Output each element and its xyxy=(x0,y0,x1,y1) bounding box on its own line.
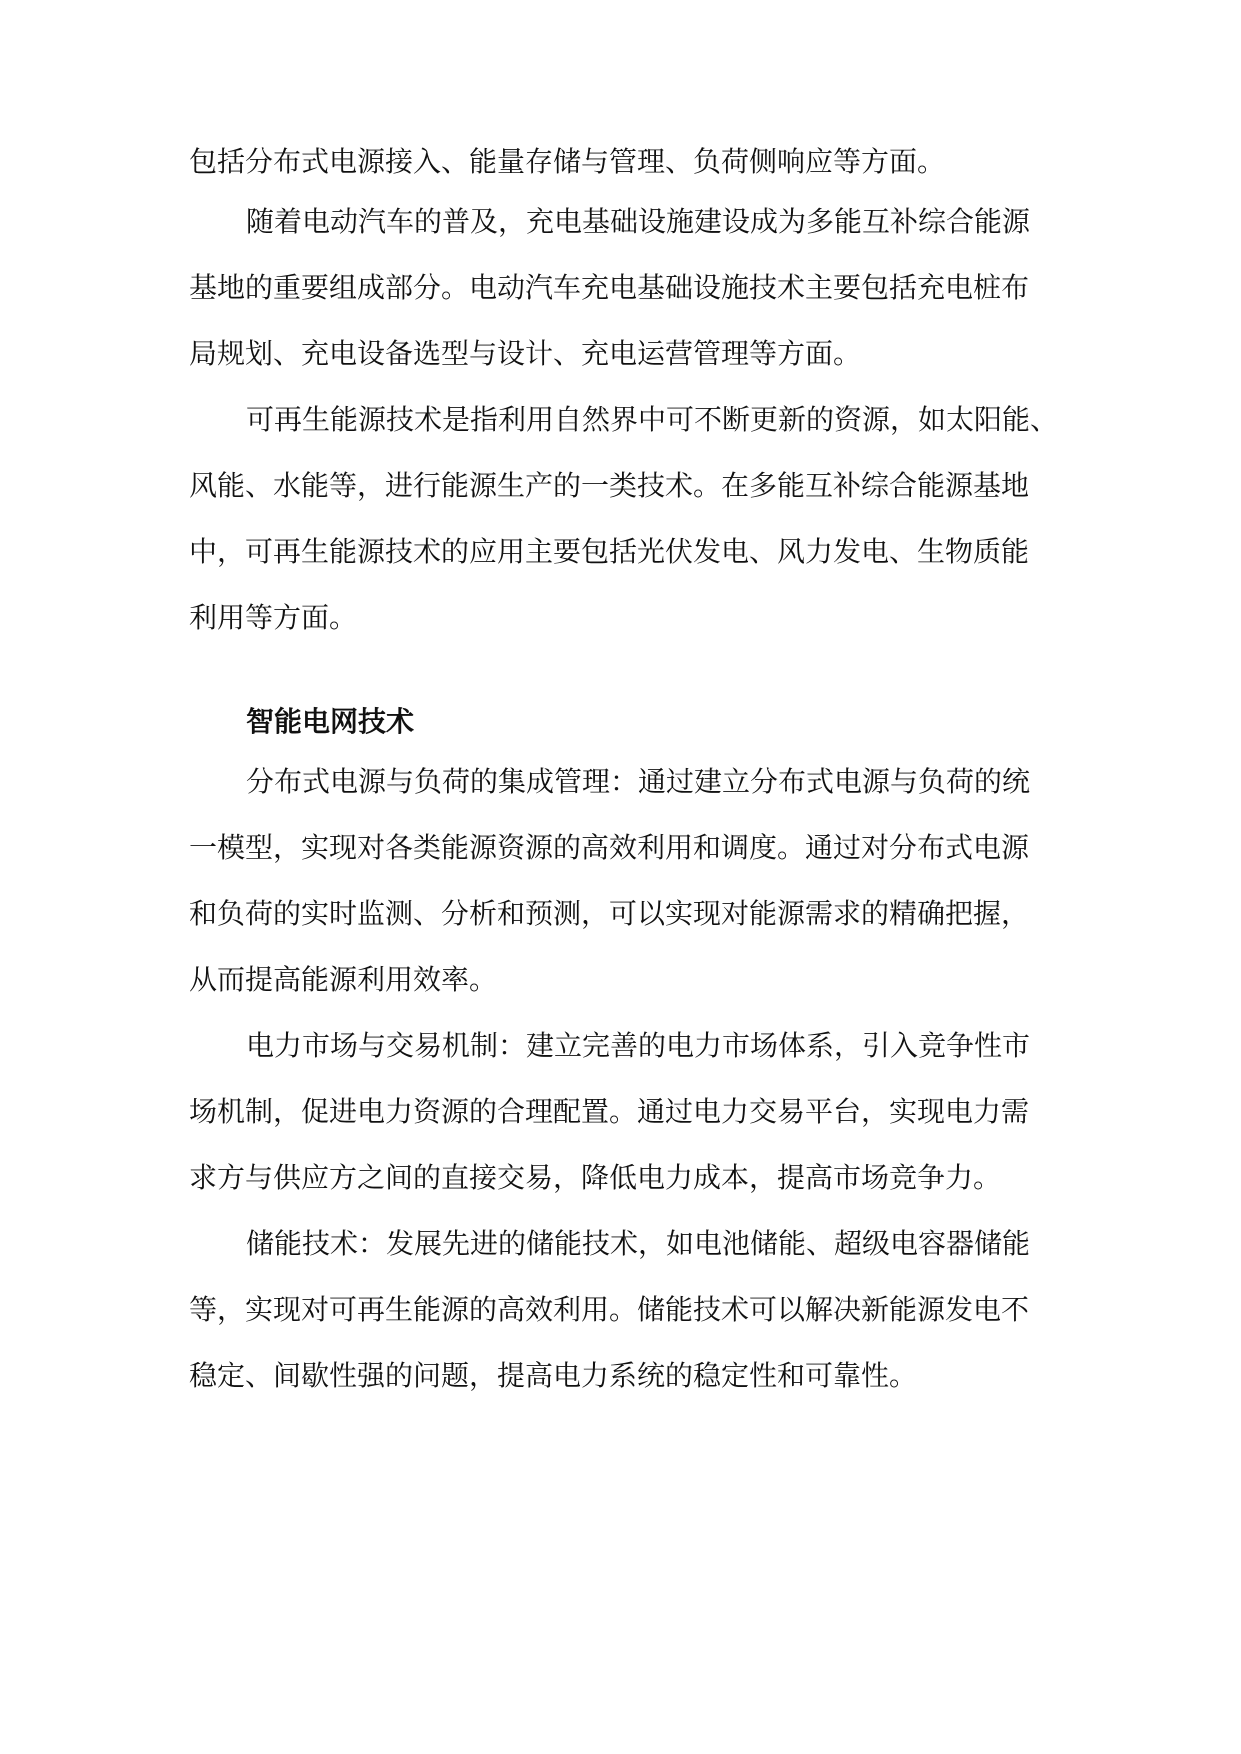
paragraph-line: 中，可再生能源技术的应用主要包括光伏发电、风力发电、生物质能 xyxy=(189,535,1030,568)
section-heading: 智能电网技术 xyxy=(246,705,415,738)
paragraph-line: 包括分布式电源接入、能量存储与管理、负荷侧响应等方面。 xyxy=(189,145,946,178)
paragraph-line: 随着电动汽车的普及，充电基础设施建设成为多能互补综合能源 xyxy=(246,205,1031,238)
paragraph-line: 局规划、充电设备选型与设计、充电运营管理等方面。 xyxy=(189,337,862,370)
paragraph-line: 稳定、间歇性强的问题，提高电力系统的稳定性和可靠性。 xyxy=(189,1359,918,1392)
paragraph-line: 求方与供应方之间的直接交易，降低电力成本，提高市场竞争力。 xyxy=(189,1161,1002,1194)
paragraph-line: 利用等方面。 xyxy=(189,601,358,634)
paragraph-line: 分布式电源与负荷的集成管理：通过建立分布式电源与负荷的统 xyxy=(246,765,1031,798)
paragraph-line: 电力市场与交易机制：建立完善的电力市场体系，引入竞争性市 xyxy=(246,1029,1031,1062)
paragraph-line: 风能、水能等，进行能源生产的一类技术。在多能互补综合能源基地 xyxy=(189,469,1030,502)
paragraph-line: 一模型，实现对各类能源资源的高效利用和调度。通过对分布式电源 xyxy=(189,831,1030,864)
paragraph-line: 基地的重要组成部分。电动汽车充电基础设施技术主要包括充电桩布 xyxy=(189,271,1030,304)
paragraph-line: 场机制，促进电力资源的合理配置。通过电力交易平台，实现电力需 xyxy=(189,1095,1030,1128)
paragraph-line: 储能技术：发展先进的储能技术，如电池储能、超级电容器储能 xyxy=(246,1227,1031,1260)
paragraph-line: 等，实现对可再生能源的高效利用。储能技术可以解决新能源发电不 xyxy=(189,1293,1030,1326)
paragraph-line: 从而提高能源利用效率。 xyxy=(189,963,498,996)
paragraph-line: 和负荷的实时监测、分析和预测，可以实现对能源需求的精确把握， xyxy=(189,897,1030,930)
paragraph-line: 可再生能源技术是指利用自然界中可不断更新的资源，如太阳能、 xyxy=(246,403,1059,436)
